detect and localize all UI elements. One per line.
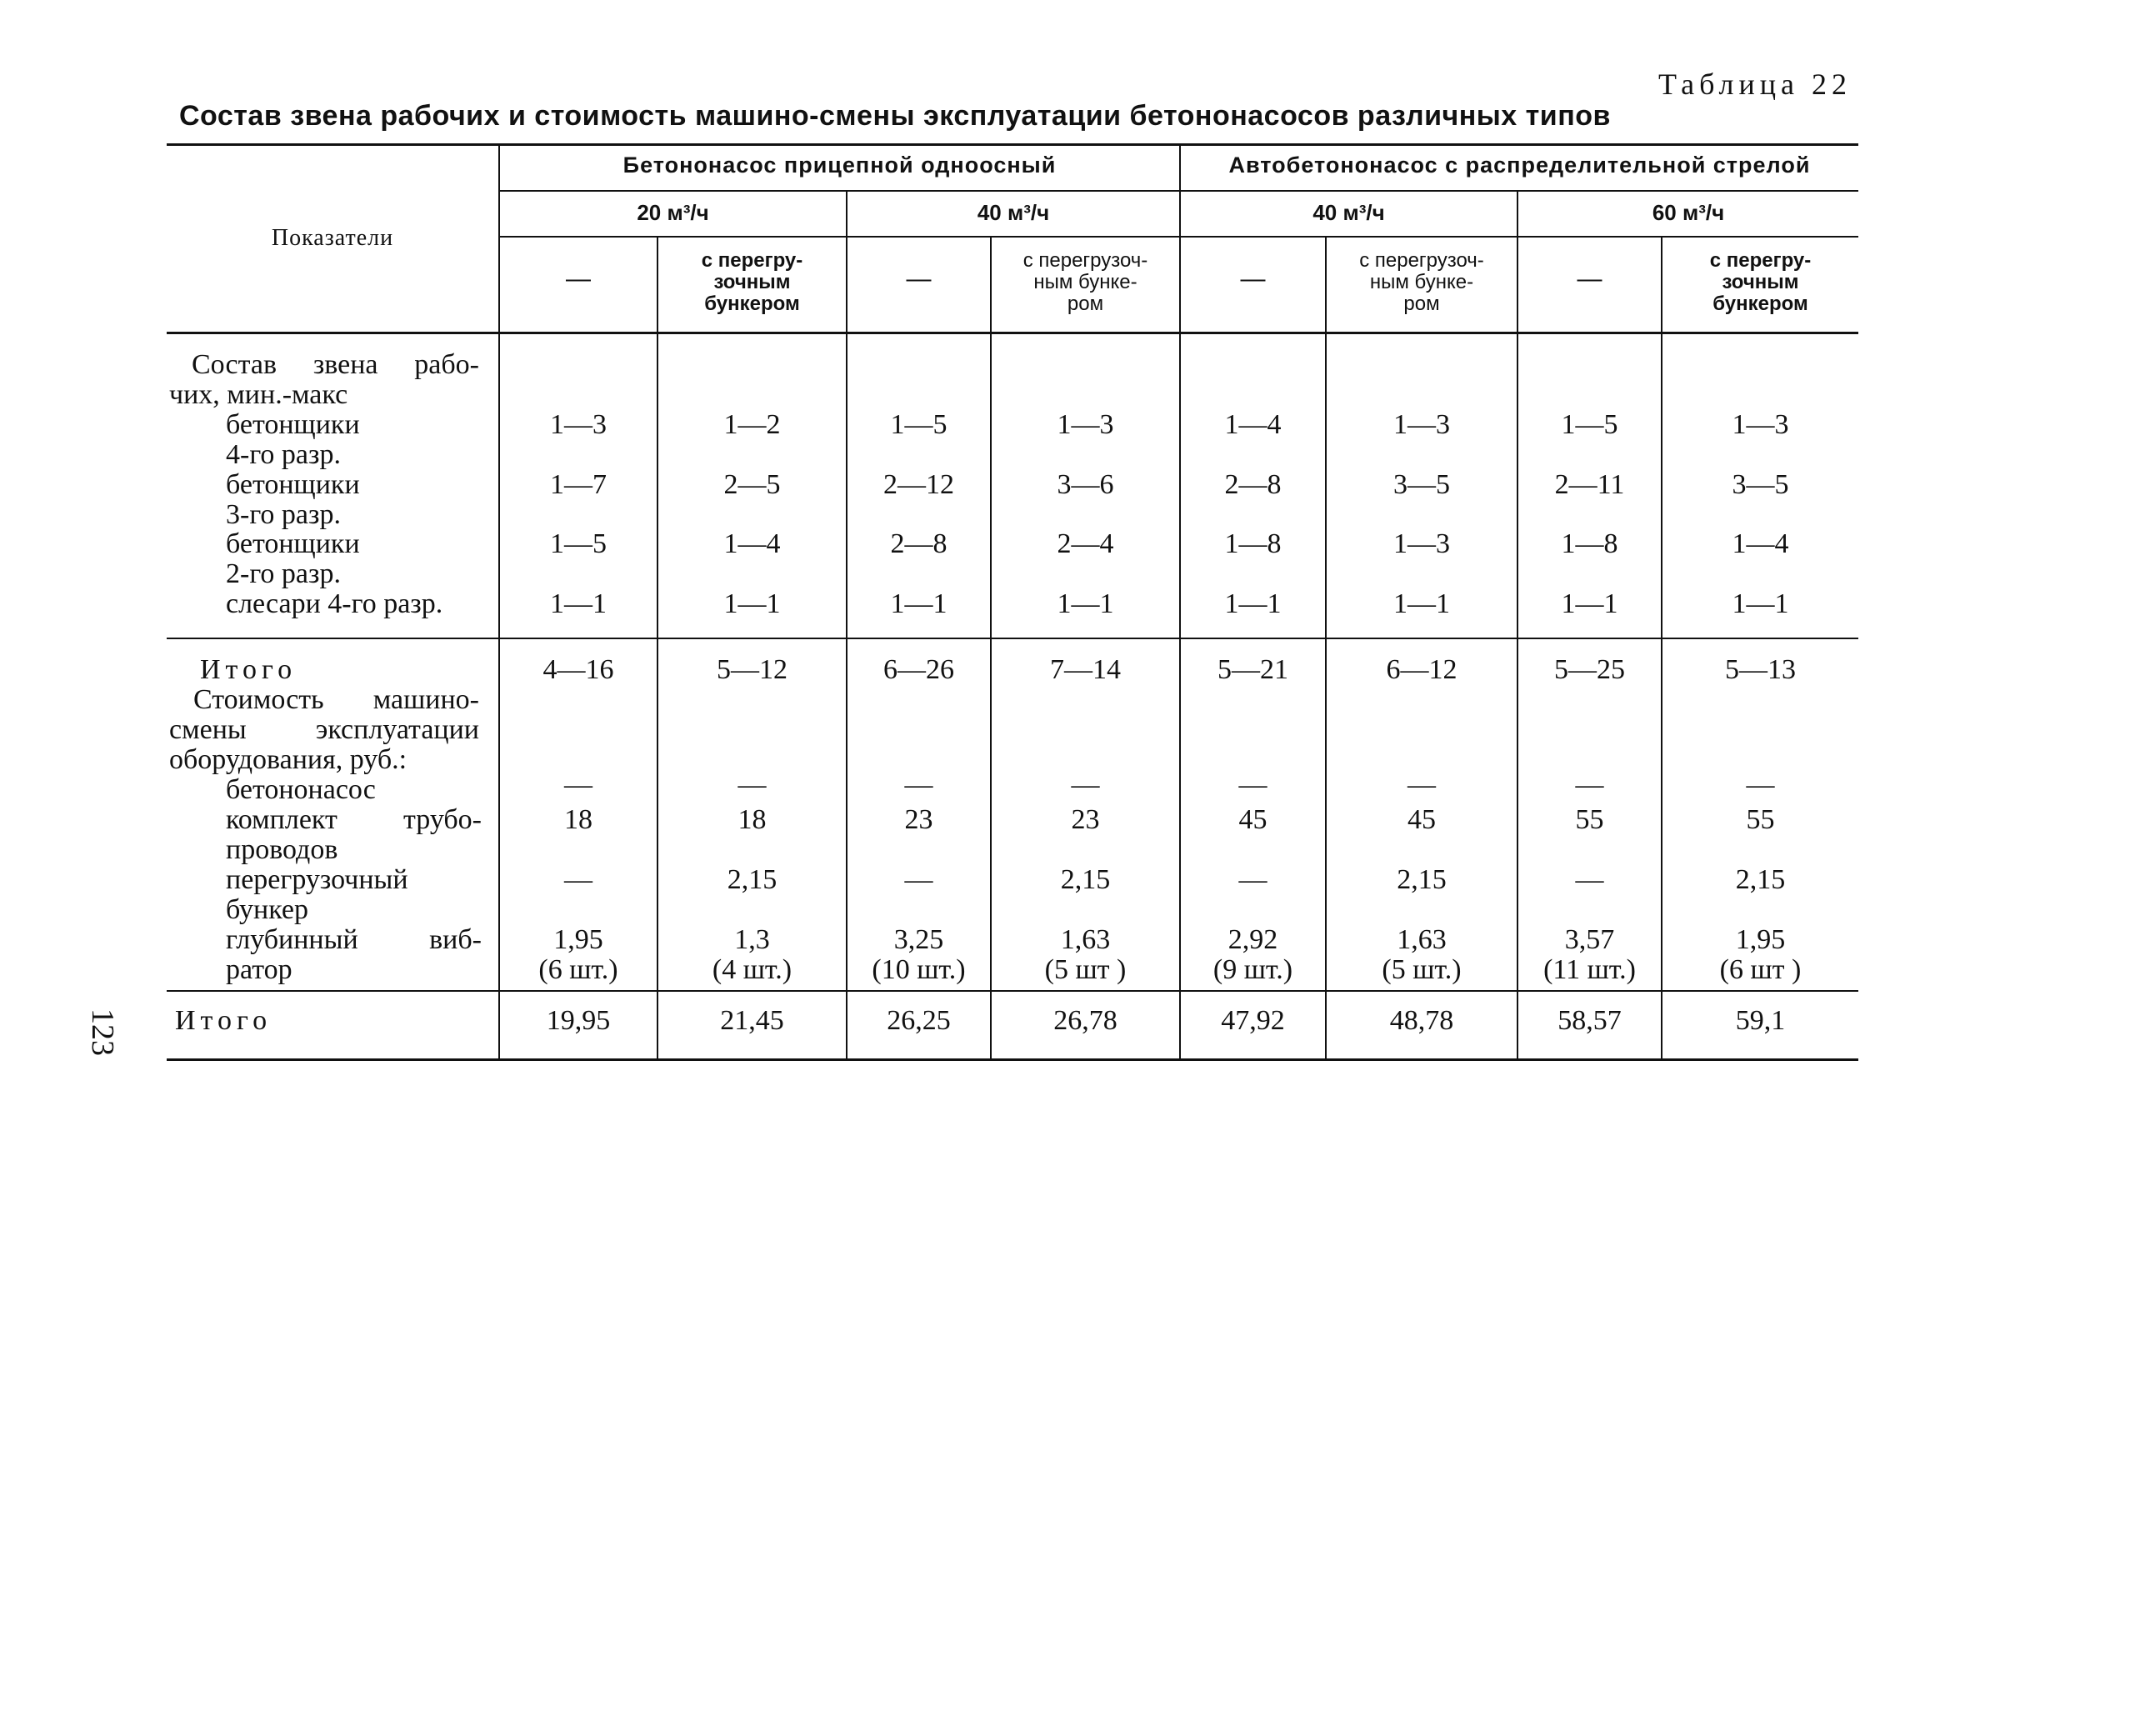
value-hopper-col-3: — [904,864,933,895]
value-concreters-3-col-7: 2—11 [1554,469,1625,500]
sub-header-5: — [1240,265,1266,293]
rule-section2-bottom [167,990,1858,992]
value-grand-total-col-3: 26,25 [887,1005,951,1036]
value-subtotal-col-2: 5—12 [717,654,788,685]
value-hopper-col-7: — [1575,864,1604,895]
value-concreters-4-col-8: 1—3 [1732,409,1789,440]
value-concreters-4-col-7: 1—5 [1561,409,1618,440]
value-vibrator-col-2: 1,3 [734,924,770,955]
value-subtotal-col-1: 4—16 [542,654,614,685]
value-pipes-col-4: 23 [1071,804,1100,835]
section-crew-label-a: Состав звена рабо- [192,349,479,380]
row-label-fitters-4: слесари 4-го разр. [226,588,443,619]
value-grand-total-col-8: 59,1 [1735,1005,1786,1036]
value-subtotal-col-3: 6—26 [883,654,954,685]
rate-header-4: 60 м³/ч [1652,200,1725,225]
value-concreters-3-col-1: 1—7 [550,469,607,500]
value-pipes-col-2: 18 [738,804,767,835]
sub-header-7: — [1577,265,1602,293]
value-vibrator-col-5: 2,92 [1228,924,1278,955]
table-title: Состав звена рабочих и стоимость машино-смены эксплуатации бетононасосов различных типов [179,100,1611,132]
value-pipes-col-8: 55 [1746,804,1775,835]
value-concreters-3-col-3: 2—12 [883,469,954,500]
value-pump-col-2: — [738,769,767,800]
subtotal-label: Итого [200,654,298,685]
rate-header-1: 20 м³/ч [637,200,709,225]
value-concreters-2-col-7: 1—8 [1561,528,1618,559]
row-label-concreters-3: бетонщики 3-го разр. [226,469,360,530]
rule-header-bottom [167,332,1858,334]
value-pipes-col-6: 45 [1408,804,1436,835]
value-pipes-col-1: 18 [564,804,592,835]
value-concreters-2-col-1: 1—5 [550,528,607,559]
sub-header-1: — [566,265,591,293]
group-header-truck-pump: Автобетононасос с распределительной стрелой [1228,153,1811,178]
value-fitters-4-col-3: 1—1 [890,588,948,619]
row-label-pipes: комплект трубо- проводов [226,804,482,865]
value-vibrator-count-col-3: (10 шт.) [872,954,966,985]
cost-label-a: Стоимость машино- [193,684,479,715]
value-pump-col-8: — [1746,769,1775,800]
value-pump-col-7: — [1575,769,1604,800]
value-fitters-4-col-4: 1—1 [1057,588,1114,619]
rule-bottom [167,1058,1858,1061]
value-concreters-4-col-5: 1—4 [1224,409,1282,440]
value-subtotal-col-7: 5—25 [1554,654,1625,685]
value-grand-total-col-1: 19,95 [546,1005,611,1036]
value-vibrator-col-1: 1,95 [553,924,603,955]
value-vibrator-count-col-8: (6 шт ) [1719,954,1802,985]
value-concreters-2-col-6: 1—3 [1393,528,1450,559]
value-concreters-4-col-6: 1—3 [1393,409,1450,440]
value-grand-total-col-4: 26,78 [1053,1005,1118,1036]
value-concreters-2-col-5: 1—8 [1224,528,1282,559]
value-fitters-4-col-8: 1—1 [1732,588,1789,619]
value-concreters-3-col-2: 2—5 [723,469,781,500]
row-label-pump: бетононасос [226,774,376,805]
value-hopper-col-4: 2,15 [1060,864,1111,895]
value-vibrator-count-col-1: (6 шт.) [538,954,618,985]
value-fitters-4-col-5: 1—1 [1224,588,1282,619]
value-concreters-4-col-4: 1—3 [1057,409,1114,440]
cost-label-b: смены эксплуатации [169,714,479,745]
value-vibrator-count-col-7: (11 шт.) [1543,954,1636,985]
value-grand-total-col-7: 58,57 [1558,1005,1622,1036]
group-header-trailer-pump: Бетононасос прицепной одноосный [622,153,1057,178]
value-concreters-4-col-2: 1—2 [723,409,781,440]
value-concreters-2-col-8: 1—4 [1732,528,1789,559]
value-fitters-4-col-1: 1—1 [550,588,607,619]
rule-top [167,143,1858,146]
value-pump-col-5: — [1238,769,1268,800]
value-vibrator-col-3: 3,25 [893,924,944,955]
value-pipes-col-3: 23 [904,804,933,835]
value-subtotal-col-6: 6—12 [1386,654,1458,685]
value-concreters-2-col-4: 2—4 [1057,528,1114,559]
value-concreters-4-col-3: 1—5 [890,409,948,440]
value-vibrator-col-6: 1,63 [1397,924,1447,955]
value-grand-total-col-5: 47,92 [1221,1005,1285,1036]
value-concreters-4-col-1: 1—3 [550,409,607,440]
page-number: 123 [85,1008,120,1056]
value-vibrator-count-col-2: (4 шт.) [712,954,792,985]
value-grand-total-col-2: 21,45 [720,1005,784,1036]
value-vibrator-col-4: 1,63 [1060,924,1111,955]
value-pump-col-4: — [1071,769,1100,800]
section-crew-label-b: чих, мин.-макс [169,379,348,410]
row-label-concreters-2: бетонщики 2-го разр. [226,528,360,589]
row-label-hopper: перегрузочный бункер [226,864,408,925]
value-pump-col-1: — [564,769,592,800]
value-hopper-col-1: — [564,864,592,895]
table-number-label: Таблица 22 [1658,68,1852,101]
value-subtotal-col-5: 5—21 [1218,654,1288,685]
value-vibrator-col-8: 1,95 [1735,924,1786,955]
value-hopper-col-2: 2,15 [727,864,778,895]
value-concreters-3-col-5: 2—8 [1224,469,1282,500]
sub-header-6: с перегрузоч- ным бунке- ром [1359,249,1484,315]
rate-header-2: 40 м³/ч [977,200,1050,225]
value-subtotal-col-4: 7—14 [1050,654,1121,685]
value-pipes-col-5: 45 [1238,804,1268,835]
value-fitters-4-col-2: 1—1 [723,588,781,619]
value-pump-col-6: — [1408,769,1436,800]
value-concreters-3-col-8: 3—5 [1732,469,1789,500]
value-concreters-2-col-3: 2—8 [890,528,948,559]
value-grand-total-col-6: 48,78 [1389,1005,1454,1036]
value-concreters-3-col-6: 3—5 [1393,469,1450,500]
value-subtotal-col-8: 5—13 [1725,654,1796,685]
value-fitters-4-col-6: 1—1 [1393,588,1450,619]
value-fitters-4-col-7: 1—1 [1561,588,1618,619]
grand-total-label: Итого [175,1005,272,1036]
rule-section1-bottom [167,638,1858,639]
value-vibrator-col-7: 3,57 [1564,924,1615,955]
value-hopper-col-5: — [1238,864,1268,895]
value-vibrator-count-col-6: (5 шт.) [1382,954,1462,985]
row-label-concreters-4: бетонщики 4-го разр. [226,409,360,470]
row-label-vibrator: глубинный виб- ратор [226,924,482,985]
value-pipes-col-7: 55 [1575,804,1604,835]
value-concreters-2-col-2: 1—4 [723,528,781,559]
sub-header-4: с перегрузоч- ным бунке- ром [1022,249,1148,315]
rate-header-3: 40 м³/ч [1312,200,1385,225]
value-concreters-3-col-4: 3—6 [1057,469,1114,500]
cost-label-c: оборудования, руб.: [169,744,408,775]
indicators-header: Показатели [271,225,394,251]
sub-header-3: — [906,265,932,293]
sub-header-2: с перегру- зочным бункером [701,249,803,315]
value-hopper-col-6: 2,15 [1397,864,1447,895]
value-pump-col-3: — [904,769,933,800]
sub-header-8: с перегру- зочным бункером [1709,249,1812,315]
value-vibrator-count-col-5: (9 шт.) [1212,954,1293,985]
value-vibrator-count-col-4: (5 шт ) [1044,954,1127,985]
value-hopper-col-8: 2,15 [1735,864,1786,895]
